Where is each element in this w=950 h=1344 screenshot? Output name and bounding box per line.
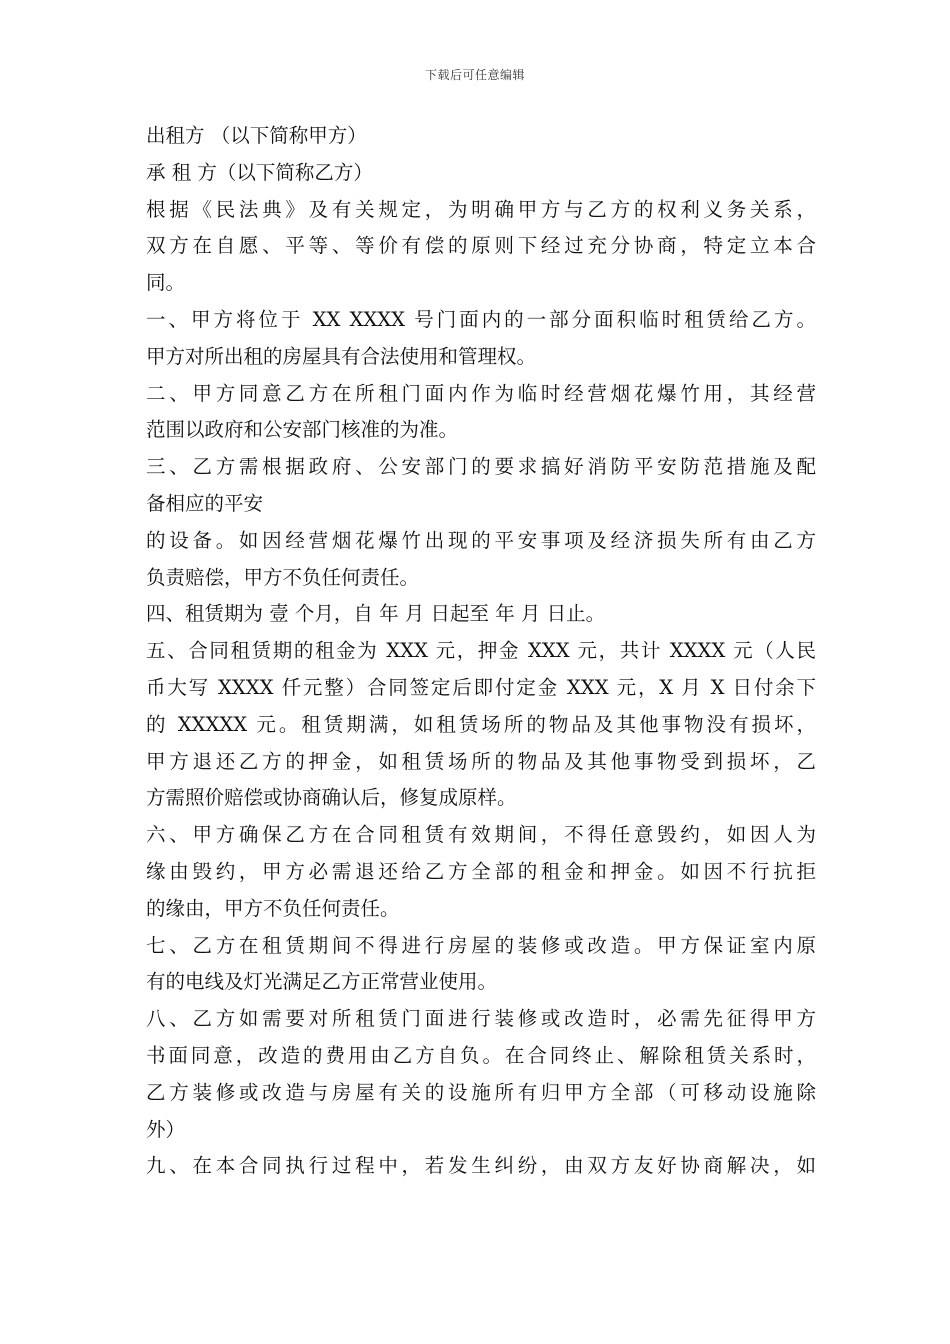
contract-line: 书面同意，改造的费用由乙方自负。在合同终止、解除租赁关系时， [146,1043,816,1067]
contract-line: 甲方退还乙方的押金，如租赁场所的物品及其他事物受到损坏，乙 [146,749,816,773]
contract-line: 范围以政府和公安部门核准的为准。 [146,418,459,442]
contract-line: 缘由毁约，甲方必需退还给乙方全部的租金和押金。如因不行抗拒 [146,859,816,883]
contract-line: 八、乙方如需要对所租赁门面进行装修或改造时，必需先征得甲方 [146,1007,816,1031]
contract-body [146,118,816,1185]
contract-line: 承 租 方（以下简称乙方） [146,160,373,184]
contract-line: 外） [146,1117,186,1141]
contract-line: 的设备。如因经营烟花爆竹出现的平安事项及经济损失所有由乙方 [146,528,816,552]
contract-line: 同。 [146,271,186,295]
contract-line: 方需照价赔偿或协商确认后，修复成原样。 [146,786,517,810]
contract-line: 甲方对所出租的房屋具有合法使用和管理权。 [146,344,537,368]
contract-line: 根据《民法典》及有关规定，为明确甲方与乙方的权利义务关系， [146,197,816,221]
contract-line: 双方在自愿、平等、等价有偿的原则下经过充分协商，特定立本合 [146,234,816,258]
page-header-note: 下载后可任意编辑 [424,68,525,82]
contract-line: 二、甲方同意乙方在所租门面内作为临时经营烟花爆竹用，其经营 [146,381,816,405]
contract-line: 出租方 （以下简称甲方） [146,124,367,147]
contract-line: 一、甲方将位于 XX XXXX 号门面内的一部分面积临时租赁给乙方。 [146,307,816,331]
contract-line: 币大写 XXXX 仟元整）合同签定后即付定金 XXX 元，X 月 X 日付余下 [146,675,816,699]
contract-line: 的 XXXXX 元。租赁期满，如租赁场所的物品及其他事物没有损坏， [146,712,816,736]
contract-line: 六、甲方确保乙方在合同租赁有效期间，不得任意毁约，如因人为 [146,823,816,847]
contract-line: 负责赔偿，甲方不负任何责任。 [146,565,420,589]
contract-line: 的缘由，甲方不负任何责任。 [146,896,400,920]
contract-line: 乙方装修或改造与房屋有关的设施所有归甲方全部（可移动设施除 [146,1080,816,1104]
contract-line: 备相应的平安 [146,491,264,515]
contract-line: 五、合同租赁期的租金为 XXX 元，押金 XXX 元，共计 XXXX 元（人民 [146,639,816,663]
contract-line: 七、乙方在租赁期间不得进行房屋的装修或改造。甲方保证室内原 [146,933,816,957]
contract-line: 九、在本合同执行过程中，若发生纠纷，由双方友好协商解决，如 [146,1154,816,1178]
contract-line: 四、租赁期为 壹 个月，自 年 月 日起至 年 月 日止。 [146,602,606,626]
contract-line: 有的电线及灯光满足乙方正常营业使用。 [146,970,498,994]
contract-line: 三、乙方需根据政府、公安部门的要求搞好消防平安防范措施及配 [146,455,816,479]
